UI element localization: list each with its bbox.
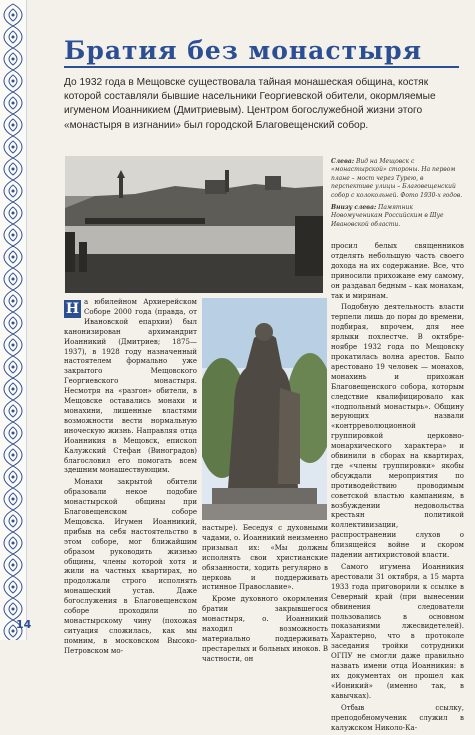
- ornament-motif: [4, 334, 22, 356]
- first-paragraph: [64, 298, 197, 476]
- monument-photo: [202, 298, 327, 520]
- ornament-motif: [4, 576, 22, 598]
- ornament-motif: [4, 378, 22, 400]
- text-column-3: [331, 242, 464, 735]
- caption-bottom-text: Памятник Новомученикам Российским в Шуе Ивановской области.: [331, 204, 444, 228]
- ornament-motif: [4, 202, 22, 224]
- lead-paragraph: До 1932 года в Мещовске существовала тайная монашеская община, костяк которой составляли бывшие насельники Георгиевской обители, окормляемые игуменом Иоанникием (Дмитриевым). Центром богослужебной жизни этого «монастыря в изгнании» был городской Благовещенский собор.: [64, 77, 436, 131]
- ornament-motif: [4, 400, 22, 422]
- ornament-motif: [4, 246, 22, 268]
- ornament-motif: [4, 224, 22, 246]
- caption-bottom: [331, 204, 465, 229]
- paragraph-3: настыре). Беседуя с духовными чадами, о. Иоанникий неизменно призывал их: «Мы должны исполнять свои христианские обязанности, ходить регулярно в церковь и поддерживать истинное Православие».: [202, 524, 328, 592]
- ornament-motif: [4, 510, 22, 532]
- ornament-motif: [4, 268, 22, 290]
- ornament-motif: [4, 466, 22, 488]
- title-underline: [64, 66, 459, 68]
- ornamental-border: [0, 0, 27, 640]
- ornament-motif: [4, 532, 22, 554]
- text-column-1: [64, 298, 197, 659]
- caption-top-label: Слева:: [331, 158, 355, 165]
- ornament-motif: [4, 554, 22, 576]
- paragraph-5: просил белых священников отделять небольшую часть своего дохода на их содержание. Все, что приносили прихожане ему самому, он раздавал бедным – как монахам, так и мирянам.: [331, 242, 464, 300]
- ornament-motif: [4, 444, 22, 466]
- ornament-motif: [4, 356, 22, 378]
- caption-top-text: Вид на Мещовск с «монастырской» стороны. На первом плане – мост через Турею, в перспективе улицы – Благовещенский собор с колокольней. Фото 1930-х годов.: [331, 158, 463, 199]
- paragraph-1-text: а юбилейном Архиерейском Соборе 2000 года (правда, от Ивановской епархии) был канонизирован архимандрит Иоанникий (Дмитриев; 1875—1937), в 1928 году назначенный настоятелем формально уже закрытого Мещовского Георгиевского монастыря. Несмотря на «разгон» обители, в Мещовске оставались монахи и монахини, лишенные властями возможности вести нормальную иноческую жизнь. Направляя отца Иоанникия в Мещовск, епископ Калужский Стефан (Виноградов) благословил его помогать всем здешним монашествующим.: [64, 298, 197, 475]
- drop-cap: Н: [65, 301, 80, 317]
- ornament-motif: [4, 290, 22, 312]
- photo-captions: [331, 158, 465, 233]
- page-number: 14: [16, 618, 32, 631]
- caption-top: [331, 158, 465, 200]
- paragraph-6: Подобную деятельность власти терпели лишь до поры до времени, подбирая, впрочем, для нее ярлыки похлестче. В октябре-ноябре 1932 года по Мещовску прокатилась волна арестов. Было арестовано 19 человек — монахов, монахинь и прихожан Благовещенского собора, которым следствие квалифицировало как «подпольный монастырь». Общину верующих назвали «контрреволюционной группировкой церковно-монархического характера» и обвинили в сборах на квартирах, где «члены группировки» якобы обсуждали мероприятия по противодействию проводимым советской властью кампаниям, в возбуждении недовольства крестьян политикой коллективизации, распространении слухов о близящейся войне и скором падении антихристовой власти.: [331, 303, 464, 560]
- ornament-motif: [4, 92, 22, 114]
- ornament-motif: [4, 158, 22, 180]
- caption-bottom-label: Внизу слева:: [331, 204, 377, 212]
- ornament-motif: [4, 180, 22, 202]
- ornament-motif: [4, 422, 22, 444]
- ornament-motif: [4, 488, 22, 510]
- paragraph-7: Самого игумена Иоанникия арестовали 31 октября, а 15 марта 1933 года приговорили к ссылке в Северный край (при вынесении обвинения следователи пользовались в основном показаниями лжесвидетелей). Характерно, что в протоколе заседания тройки сотрудники ОГПУ не смогли даже правильно назвать имени отца Иоанникия: в их документах он прошел как «Ионикий» (именно так, в кавычках).: [331, 563, 464, 700]
- ornament-motif: [4, 70, 22, 92]
- paragraph-8: Отбыв ссылку, преподобномученик служил в калужском Николо-Ка-: [331, 703, 464, 732]
- ornament-motif: [4, 312, 22, 334]
- ornament-motif: [4, 48, 22, 70]
- ornament-motif: [4, 114, 22, 136]
- paragraph-4: Кроме духовного окормления братии закрывшегося монастыря, о. Иоанникий находил возможность материально поддерживать престарелых и больных иноков. В частности, он: [202, 595, 328, 663]
- ornament-motif: [4, 598, 22, 620]
- ornament-motif: [4, 26, 22, 48]
- ornament-motif: [4, 136, 22, 158]
- town-view-photo: [65, 156, 323, 293]
- article-title: Братия без монастыря: [64, 36, 423, 65]
- text-column-2: [202, 524, 328, 667]
- ornament-motif: [4, 4, 22, 26]
- paragraph-2: Монахи закрытой обители образовали некое подобие монастырской общины при Благовещенском соборе Мещовска. Игумен Иоанникий, прибыв на себя настоятельство в этом соборе, мог ближайшим образом руководить жизнью общины, члены которой хотя и жили на частных квартирах, но продолжали строго исполнять монашеский устав. Даже богослужения в Благовещенском соборе проходили по монастырскому чину (похожая ситуация сложилась, как мы помним, в московском Высоко-Петровском мо-: [64, 478, 197, 655]
